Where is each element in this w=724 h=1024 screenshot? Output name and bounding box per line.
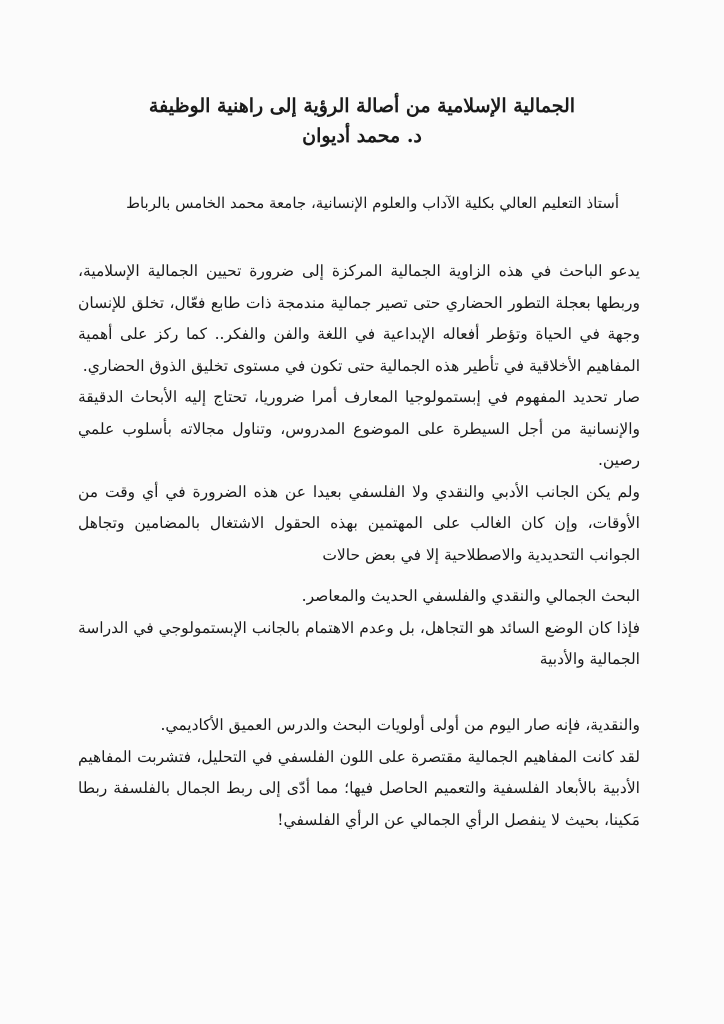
author-affiliation: أستاذ التعليم العالي بكلية الآداب والعلوم الإنسانية، جامعة محمد الخامس بالرباط — [126, 194, 619, 212]
paragraph-abstract: يدعو الباحث في هذه الزاوية الجمالية المركزة إلى ضرورة تحيين الجمالية الإسلامية، وربطها بعجلة التطور الحضاري حتى تصير جمالية مندمجة ذات طابع فعّال، تخلق للإنسان وجهة في الحياة وتؤطر أفعاله الإبداعية في اللغة والفن والفكر.. كما ركز على أهمية المفاهيم الأخلاقية في تأطير هذه الجمالية حتى تكون في مستوى تخليق الذوق الحضاري. — [78, 262, 640, 375]
paragraph-critical: والنقدية، فإنه صار اليوم من أولى أولويات البحث والدرس العميق الأكاديمي. — [160, 716, 640, 734]
article-title: الجمالية الإسلامية من أصالة الرؤية إلى راهنية الوظيفة — [148, 95, 576, 117]
body-block-3 — [78, 710, 640, 836]
author-name: د. محمد أديوان — [302, 125, 422, 147]
paragraph-literary: ولم يكن الجانب الأدبي والنقدي ولا الفلسفي بعيدا عن هذه الضرورة في أي وقت من الأوقات، وإن كان الغالب على المهتمين بهذه الحقول الاشتغال بالمضامين وتجاهل الجوانب التحديدية والاصطلاحية إلا في بعض حالات — [78, 482, 640, 564]
body-block-2 — [78, 581, 640, 676]
paragraph-concept: صار تحديد المفهوم في إبستمولوجيا المعارف أمرا ضروريا، تحتاج إليه الأبحاث الدقيقة والإنسانية من أجل السيطرة على الموضوع المدروس، وتناول مجالاته بأسلوب علمي رصين. — [78, 388, 640, 469]
body-block-1 — [78, 256, 640, 571]
paragraph-philosophy: لقد كانت المفاهيم الجمالية مقتصرة على اللون الفلسفي في التحليل، فتشربت المفاهيم الأدبية بالأبعاد الفلسفية والتعميم الحاصل فيها؛ مما أدّى إلى ربط الجمال بالفلسفة ربطا مَكينا، بحيث لا ينفصل الرأي الجمالي عن الرأي الفلسفي! — [78, 747, 640, 829]
paragraph-situation: فإذا كان الوضع السائد هو التجاهل، بل وعدم الاهتمام بالجانب الإبستمولوجي في الدراسة الجمالية والأدبية — [78, 618, 640, 668]
paragraph-research: البحث الجمالي والنقدي والفلسفي الحديث والمعاصر. — [301, 587, 640, 605]
